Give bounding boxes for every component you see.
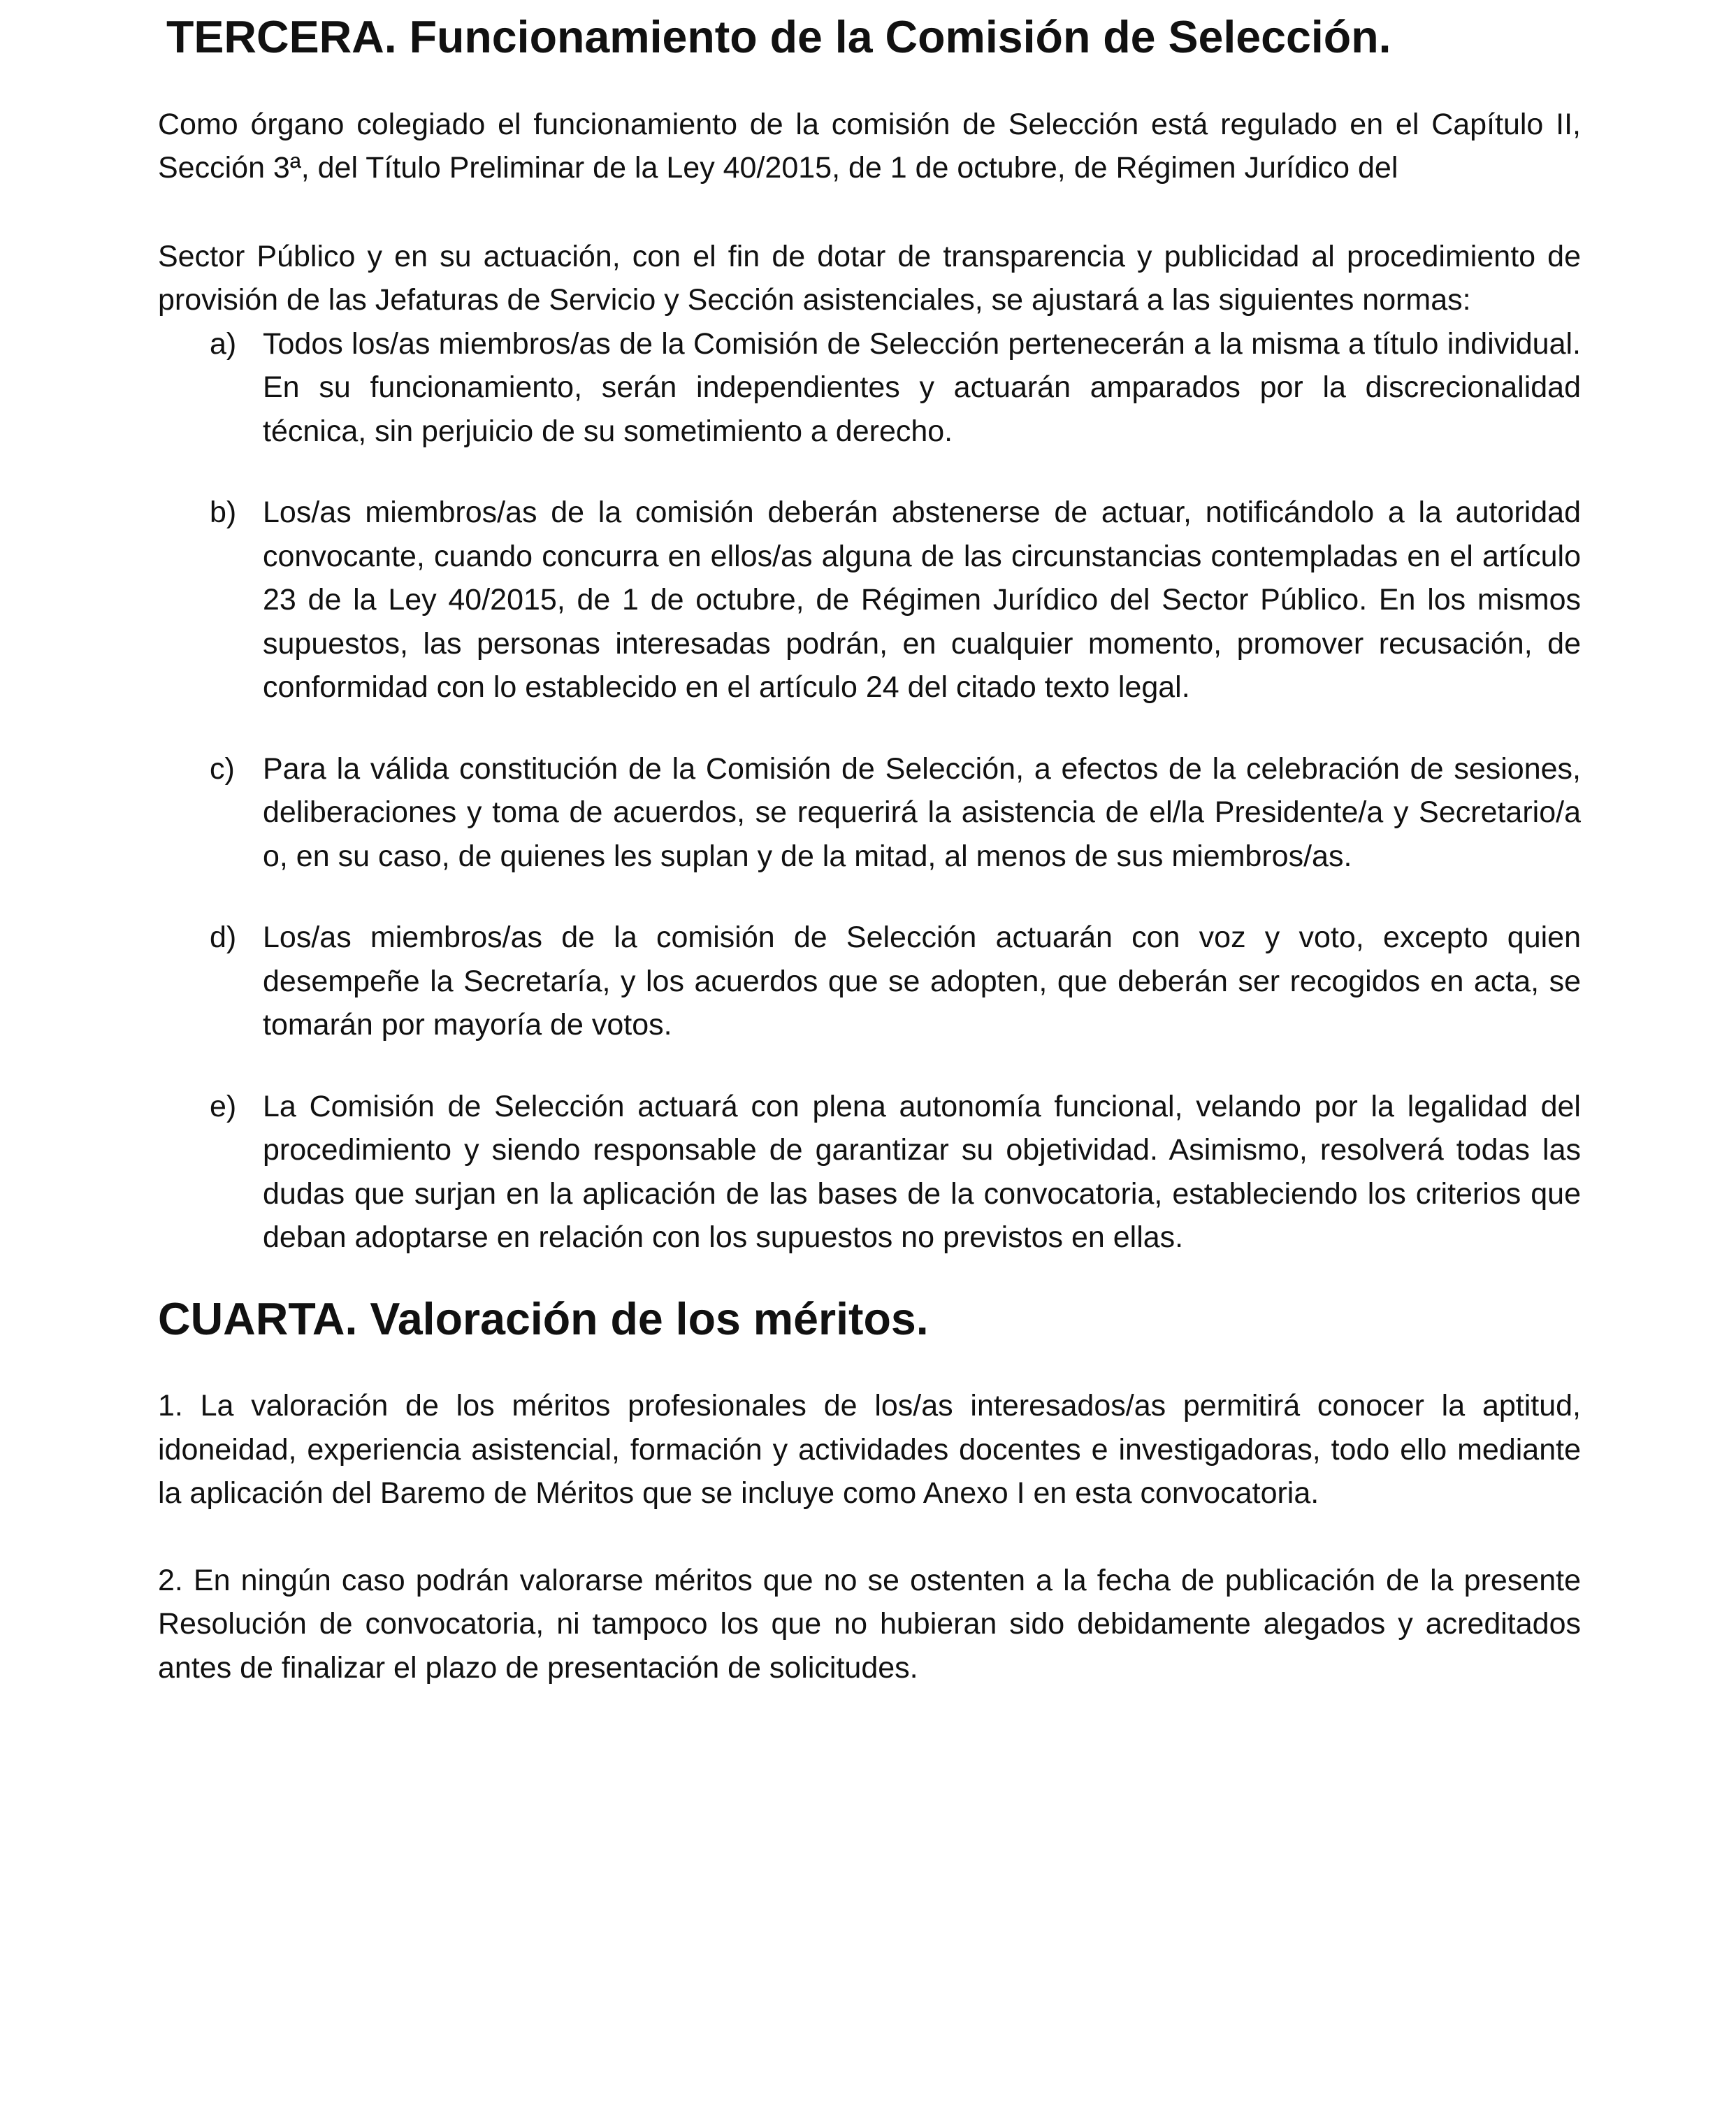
list-item-text: Los/as miembros/as de la comisión de Selección actuarán con voz y voto, excepto quien desempeñe la Secretaría, y los acuerdos que se adopten, que deberán ser recogidos en acta, se tomarán por mayoría de votos. — [263, 921, 1581, 1042]
list-item-text: Para la válida constitución de la Comisión de Selección, a efectos de la celebración de sesiones, deliberaciones y toma de acuerdos, se requerirá la asistencia de el/la Presidente/a y Secretario/a o, en su caso, de quienes les suplan y de la mitad, al menos de sus miembros/as. — [263, 751, 1581, 873]
list-item-b — [158, 491, 1581, 709]
paragraph-cuarta-2: 2. En ningún caso podrán valorarse méritos que no se ostenten a la fecha de publicación de la presente Resolución de convocatoria, ni tampoco los que no hubieran sido debidamente alegados y acreditados antes de finalizar el plazo de presentación de solicitudes. — [158, 1563, 1581, 1685]
list-item-c — [158, 747, 1581, 879]
paragraph-intro-2: Sector Público y en su actuación, con el fin de dotar de transparencia y publicidad al procedimiento de provisión de las Jefaturas de Servicio y Sección asistenciales, se ajustará a las siguientes normas: — [158, 239, 1581, 317]
list-item-a — [158, 322, 1581, 454]
list-marker: d) — [210, 921, 237, 954]
list-marker: c) — [210, 751, 235, 786]
list-item-text: Todos los/as miembros/as de la Comisión de Selección pertenecerán a la misma a título individual. En su funcionamiento, serán independientes y actuarán amparados por la discrecionalidad técnica, sin perjuicio de su sometimiento a derecho. — [263, 326, 1581, 448]
list-marker: a) — [210, 326, 237, 361]
list-marker: e) — [210, 1089, 237, 1123]
document-page — [158, 12, 1581, 1690]
list-item-d — [158, 916, 1581, 1047]
paragraph-cuarta-1: 1. La valoración de los méritos profesionales de los/as interesados/as permitirá conocer la aptitud, idoneidad, experiencia asistencial, formación y actividades docentes e investigadoras, todo ello mediante la aplicación del Baremo de Méritos que se incluye como Anexo I en esta convocatoria. — [158, 1389, 1581, 1510]
section-heading-tercera: TERCERA. Funcionamiento de la Comisión de Selección. — [166, 12, 1391, 62]
list-item-text: La Comisión de Selección actuará con plena autonomía funcional, velando por la legalidad del procedimiento y siendo responsable de garantizar su objetividad. Asimismo, resolverá todas las dudas que surjan en la aplicación de las bases de la convocatoria, estableciendo los criterios que deban adoptarse en relación con los supuestos no previstos en ellas. — [263, 1089, 1581, 1254]
section-heading-cuarta: CUARTA. Valoración de los méritos. — [158, 1293, 929, 1344]
paragraph-intro-1: Como órgano colegiado el funcionamiento de la comisión de Selección está regulado en el Capítulo II, Sección 3ª, del Título Preliminar de la Ley 40/2015, de 1 de octubre, de Régimen Jurídico del — [158, 107, 1581, 185]
list-marker: b) — [210, 496, 237, 529]
norms-list — [158, 322, 1581, 1260]
list-item-e — [158, 1085, 1581, 1260]
list-item-text: Los/as miembros/as de la comisión deberán abstenerse de actuar, notificándolo a la autoridad convocante, cuando concurra en ellos/as alguna de las circunstancias contempladas en el artículo 23 de la Ley 40/2015, de 1 de octubre, de Régimen Jurídico del Sector Público. En los mismos supuestos, las personas interesadas podrán, en cualquier momento, promover recusación, de conformidad con lo establecido en el artículo 24 del citado texto legal. — [263, 496, 1581, 704]
